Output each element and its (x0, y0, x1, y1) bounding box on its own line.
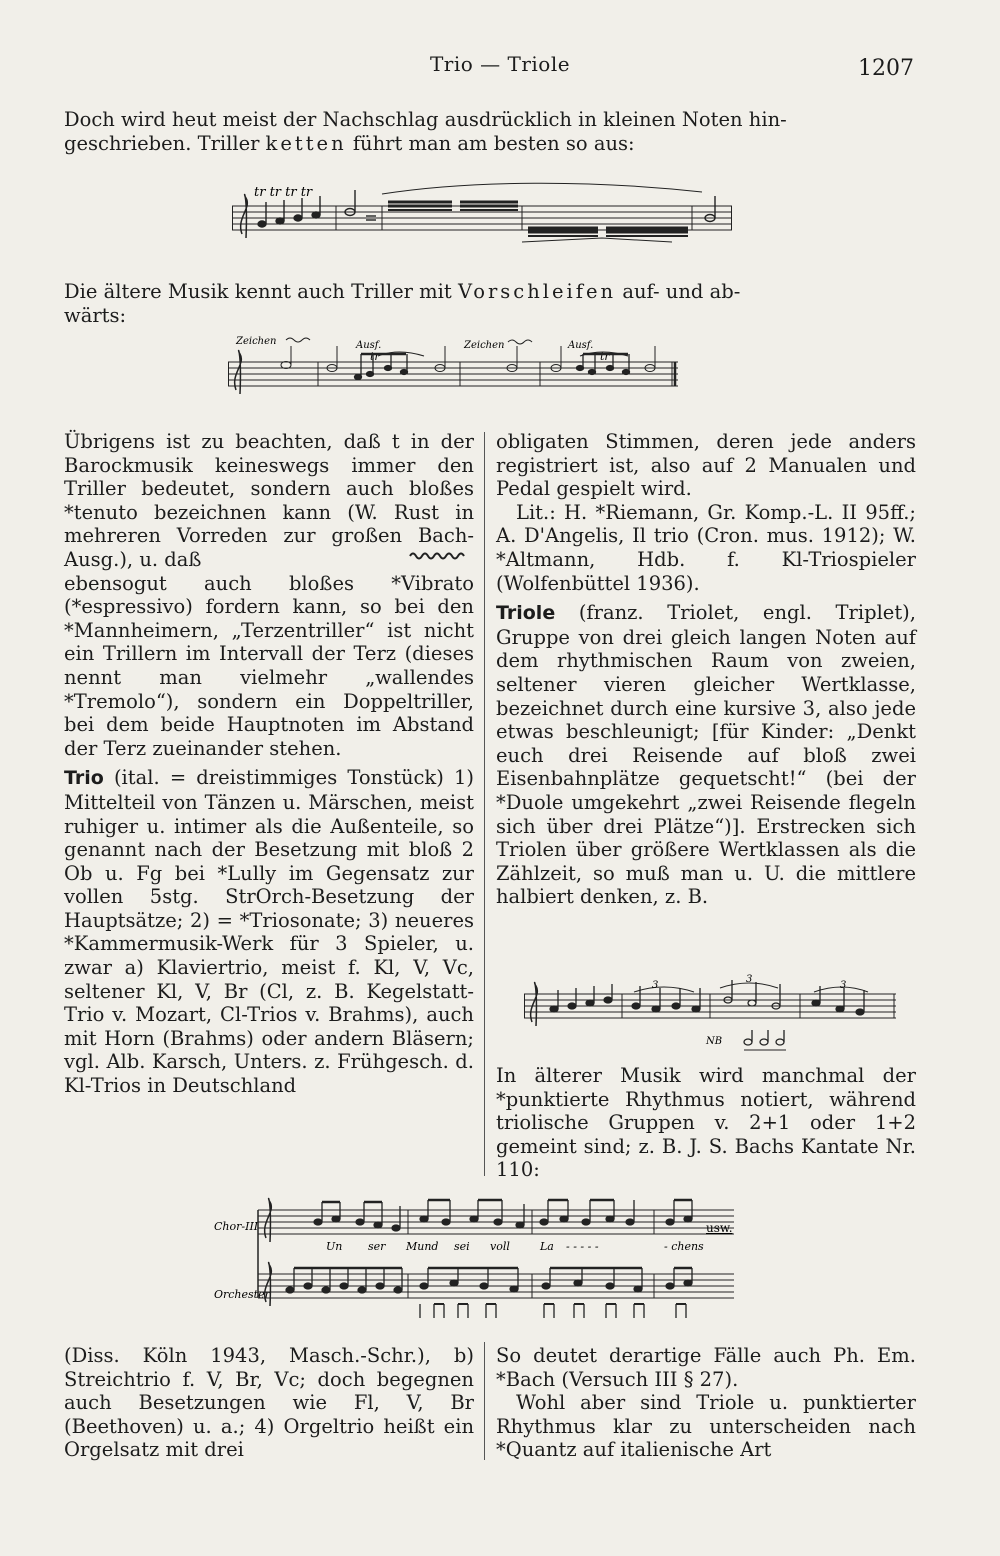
paragraph-wohl-aber: Wohl aber sind Triole u. punktierter Rhythmus klar zu unterscheiden nach *Quantz auf italienische Art (496, 1391, 916, 1462)
label-zeichen: Zeichen (464, 340, 505, 351)
page-number: 1207 (858, 56, 914, 81)
lyric: La (540, 1240, 554, 1253)
intro-text: geschrieben. Triller (64, 132, 260, 155)
intro-text: wärts: (64, 304, 127, 327)
right-column-bottom (496, 1344, 916, 1462)
notes (258, 190, 715, 236)
lyric: sei (454, 1240, 470, 1253)
intro-text: Die ältere Musik kennt auch Triller mit (64, 280, 452, 303)
entry-text: (ital. = dreistimmiges Tonstück) 1) Mittelteil von Tänzen u. Märschen, meist ruhiger u. intimer als die Außenteile, so genannt nach der Besetzung mit bloß 2 Ob u. Fg bei *Lully im Gegensatz zur vollen 5stg. StrOrch-Besetzung der Hauptsätze; 2) = *Triosonate; 3) neueres *Kammermusik-Werk für 3 Spieler, u. zwar a) Klaviertrio, meist f. Kl, V, Vc, seltener Kl, V, Br (Cl, z. B. Kegelstatt-Trio v. Mozart, Cl-Trios v. Brahms), auch mit Horn (Brahms) oder andern Bläsern; vgl. Alb. Karsch, Unters. z. Frühgesch. d. Kl-Trios in Deutschland (64, 766, 475, 1098)
lyric: Un (326, 1240, 343, 1253)
intro-line-3 (64, 280, 916, 304)
triplet-number: 3 (652, 980, 659, 991)
paragraph-diss: (Diss. Köln 1943, Masch.-Schr.), b) Streichtrio f. V, Br, Vc; doch begegnen auch Besetzungen wie Fl, V, Br (Beethoven) u. a.; 4) Orgeltrio heißt ein Orgelsatz mit drei (64, 1344, 474, 1462)
intro-line-1 (64, 108, 916, 132)
spaced-term: Vorschleifen (457, 280, 617, 303)
lemma-triole: Triole (496, 602, 556, 625)
intro-text: führt man am besten so aus: (352, 132, 635, 155)
usw-label: usw. (706, 1221, 733, 1235)
column-divider (484, 1342, 485, 1460)
nb-label: NB (706, 1036, 723, 1047)
label-ausfuehrung: Ausf. (356, 340, 382, 351)
lemma-trio: Trio (64, 767, 104, 790)
lyric: Mund (406, 1240, 439, 1253)
left-column-bottom (64, 1344, 474, 1462)
trill-mark: tr (600, 350, 610, 363)
entry-text: (franz. Triolet, engl. Triplet), Gruppe von drei gleich langen Noten auf dem rhythmischen Raum von zweien, seltener vieren gleicher Wertklasse, bezeichnet durch eine kursive 3, also jede etwas beschleunigt; [für Kinder: „Denkt euch drei Reisende auf bloß zwei Eisenbahnplätze gequetscht!“ (bei der *Duole umgekehrt „zwei Reisende flegeln sich über drei Plätze“)]. Erstrecken sich Triolen über größere Wertklassen als die Zählzeit, so muß man u. U. die mittlere halbiert denken, z. B. (496, 601, 916, 909)
running-head: Trio — Triole (429, 52, 571, 76)
paragraph-so-deutet: So deutet derartige Fälle auch Ph. Em. *Bach (Versuch III § 27). (496, 1344, 916, 1391)
literature: Lit.: H. *Riemann, Gr. Komp.-L. II 95ff.; A. D'Angelis, Il trio (Cron. mus. 1912); W. *Altmann, Hdb. f. Kl-Triospieler (Wolfenbüttel 1936). (496, 500, 916, 595)
column-divider (484, 432, 485, 1176)
label-chor: Chor-III (214, 1220, 259, 1233)
paragraph-aelter: In älterer Musik wird manchmal der *punktierte Rhythmus notiert, während triolische Gruppen v. 2+1 oder 1+2 gemeint sind; z. B. J. S. Bachs Kantate Nr. 110: (496, 1064, 916, 1182)
intro-line-2 (64, 132, 916, 156)
lyric: - chens (664, 1240, 704, 1253)
label-orchester: Orchester (214, 1288, 270, 1301)
paragraph-vibrato: ebensogut auch bloßes *Vibrato (*espressivo) fordern kann, so bei den *Mannheimern, „Terzentriller“ ist nicht ein Trillern im Intervall der Terz (dieses nennt man vielmehr „wallendes *Tremolo“), sondern ein Doppeltriller, bei dem beide Hauptnoten im Abstand der Terz zueinander stehen. (64, 571, 474, 760)
intro-line-4 (64, 304, 916, 328)
entry-trio (64, 766, 474, 1097)
trill-mark: tr (370, 350, 380, 363)
lyric: ser (368, 1240, 386, 1253)
lyric: voll (490, 1240, 510, 1253)
music-example-vorschleifen (228, 332, 678, 408)
spaced-term: ketten (265, 132, 347, 155)
triplet-number: 3 (746, 974, 753, 985)
lyric: - - - - - (566, 1240, 599, 1253)
triplet-number: 3 (840, 980, 847, 991)
entry-triole (496, 601, 916, 909)
intro-text: auf- und ab- (622, 280, 741, 303)
music-example-kantate-110 (214, 1190, 774, 1324)
paragraph-uebrigens: Übrigens ist zu beachten, daß t in der Barockmusik keineswegs immer den Triller bedeutet, sondern auch bloßes *tenuto bezeichnen kann (W. Rust in mehreren Vorreden zur großen Bach-Ausg.), u. daß (64, 430, 474, 571)
music-example-trill-chain (232, 178, 732, 250)
paragraph-obligaten: obligaten Stimmen, deren jede anders registriert ist, also auf 2 Manualen und Pedal gespielt wird. (496, 430, 916, 501)
trill-marks: tr tr tr tr (254, 185, 313, 200)
left-column (64, 430, 474, 1098)
label-zeichen: Zeichen (236, 336, 277, 347)
music-example-triplets (524, 974, 896, 1056)
intro-text: Doch wird heut meist der Nachschlag ausdrücklich in kleinen Noten hin- (64, 108, 787, 131)
wavy-sign (408, 548, 468, 562)
label-ausfuehrung: Ausf. (568, 340, 594, 351)
right-column-cont (496, 1064, 916, 1182)
right-column (496, 430, 916, 909)
